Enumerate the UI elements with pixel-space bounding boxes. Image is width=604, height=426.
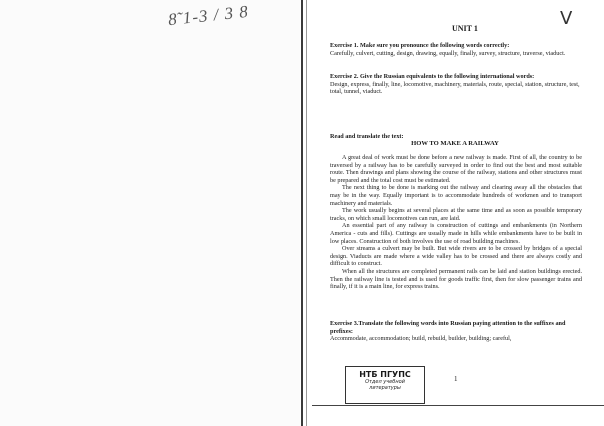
paragraph: A great deal of work must be done before a new railway is made. First of all, the country to be traversed by a railway has to be carefully surveyed in order to find out the best and most suitable route. Then drawings and plans showing the course of the railway, stations and other structures must be prepared and the total cost must be estimated. xyxy=(330,154,582,184)
paragraph: When all the structures are completed permanent rails can be laid and station buildings erected. Then the railway line is tested and is used for goods traffic first, then for slow passenger trains and finally, if it is a main line, for express trains. xyxy=(330,267,582,291)
exercise-2-heading: Exercise 2. Give the Russian equivalents to the following international words: xyxy=(330,73,535,80)
handwritten-checkmark: V xyxy=(560,8,573,29)
left-blank-page xyxy=(0,0,300,426)
paragraph: The work usually begins at several places at the same time and as soon as possible temporary tracks, on which small locomotives can run, are laid. xyxy=(330,207,582,222)
handwritten-corner-notes: 8̃ 1-3 / 3 8 xyxy=(167,1,250,30)
exercise-2-body: Design, express, finally, line, locomotive, machinery, materials, route, special, station, structure, test, total, tunnel, viaduct. xyxy=(330,80,580,96)
read-label: Read and translate the text: xyxy=(330,133,404,140)
page-number: 1 xyxy=(454,375,458,383)
exercise-1 xyxy=(330,42,582,57)
article-body xyxy=(330,154,582,291)
exercise-2 xyxy=(330,73,582,96)
paragraph: An essential part of any railway is construction of cuttings and embankments (in Northern America - cuts and fills). Cuttings are usually made in hills while embankments have to be built in low places. Construction of both involves the use of road building machines. xyxy=(330,222,582,245)
stamp-subtitle: Отдел учебной xyxy=(365,379,405,385)
exercise-3 xyxy=(330,320,582,343)
unit-title: UNIT 1 xyxy=(452,24,478,33)
library-stamp xyxy=(345,366,425,404)
article-title: HOW TO MAKE A RAILWAY xyxy=(411,140,499,147)
exercise-3-heading: Exercise 3.Translate the following words into Russian paying attention to the suffixes and prefixes: xyxy=(330,320,566,335)
exercise-3-body: Accommodate, accommodation; build, rebuild, builder, building; careful, xyxy=(330,335,512,343)
paragraph: The next thing to be done is marking out the railway and clearing away all the obstacles that may be in the way. Equally important is to accommodate hundreds of workmen and to transport machinery and materials. xyxy=(330,184,582,207)
exercise-1-heading: Exercise 1. Make sure you pronounce the following words correctly: xyxy=(330,42,510,49)
book-spine-shadow xyxy=(306,0,307,426)
paragraph: Over streams a culvert may be built. But wide rivers are to be crossed by bridges of a special design. Viaducts are made where a wide valley has to be crossed and there are always costly and difficult to construct. xyxy=(330,245,582,268)
exercise-1-body: Carefully, culvert, cutting, design, drawing, equally, finally, survey, structure, traverse, viaduct. xyxy=(330,49,566,57)
book-spine xyxy=(301,0,303,426)
page-bottom-edge xyxy=(312,405,604,406)
stamp-subtitle: литературы xyxy=(369,385,401,391)
stamp-title: НТБ ПГУПС xyxy=(359,370,411,379)
